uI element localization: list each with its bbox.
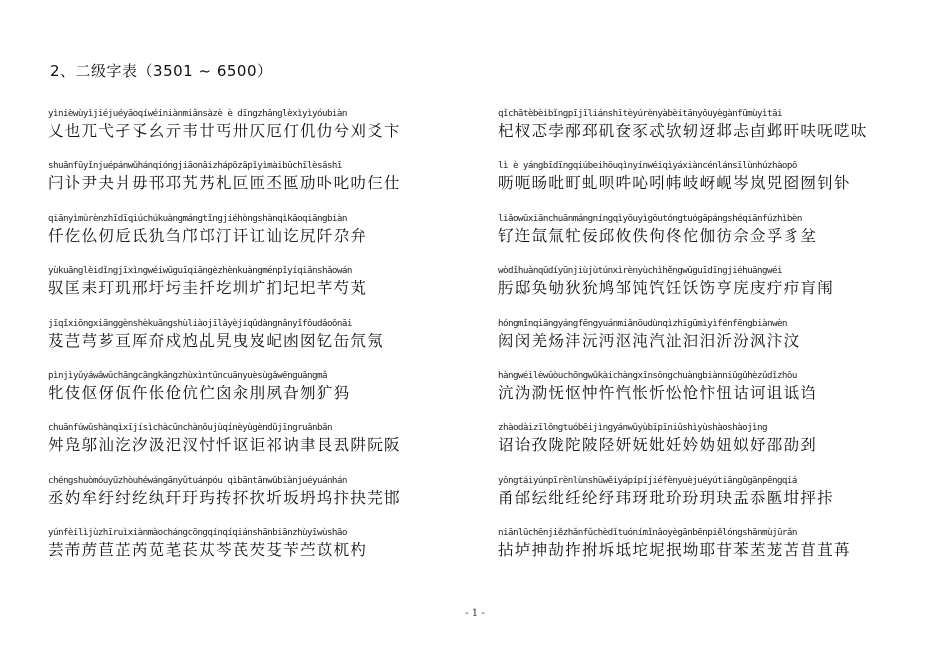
pinyin-line: zhàodàizīlǒngtuóbēijìngyánwǔyùbīpīniǔshìyùshàoshàojìng	[498, 422, 767, 434]
pinyin-line: qǐchātèbèibǐngpījīliánshītèyúrènyàbèitānyǒuyègànfūmùyìtāi	[498, 108, 782, 119]
char-group	[48, 475, 454, 527]
hanzi-line: 拈垆抻劼拃拊坼坻坨坭抿坳耶苷苯苤茏苫苜苴苒	[498, 541, 851, 560]
hanzi-line: 牝伎伛伢佤仵伥伧伉伫囟汆刖夙旮刎犷犸	[48, 383, 351, 402]
right-column	[498, 108, 904, 580]
char-group	[498, 108, 904, 160]
hanzi-line: 芸芾苈苣芷芮苋芼苌苁芩芪芡芟苄苎苡杌杓	[48, 541, 368, 560]
pinyin-line: shuānfūyǐnjuépánwǔhánqióngjiāonǎizhápōzāpǐyìmàibǔchīlèsāshī	[48, 160, 342, 172]
hanzi-line: 沆沩泐怃怄忡忤忾怅忻忪怆忭忸诂诃诅诋诌	[498, 383, 818, 402]
hanzi-line: 驭匡耒玎玑邢圩圬圭扦圪圳圹扪圮圯芊芍芄	[48, 279, 368, 298]
hanzi-line: 闳闵羌炀沣沅沔沤沌汽沚汩汨沂汾沨汴汶	[498, 331, 801, 350]
char-group	[48, 527, 454, 579]
char-group	[48, 265, 454, 317]
pinyin-line: niānlūchēnjiězhǎnfǔchèdǐtuónímǐnǎoyègānbēnpiělóngshānmùjūrǎn	[498, 527, 797, 539]
pinyin-line: lì è yángbīdīngqiúbeihōuqìnyínwéiqìyáxiàncénlánsīlùnhúzhàopō	[498, 160, 797, 172]
hanzi-line: 杞杈忑孛邴邳矶奁豕忒欤轫迓邶忐卣邺旰呋呒呓呔	[498, 122, 868, 140]
pinyin-line: qiānyìmùrènzhīdīqiúchúkuàngmángtǐngjiéhòngshànqìkāoqiāngbiàn	[48, 212, 347, 224]
hanzi-line: 乂也兀弋孑孓幺亓韦廿丐卅仄厄仃仉仂兮刈爻卞	[48, 122, 401, 140]
pinyin-line: yǒngtáiyúnpīrènlùnshūwěiyápípíjiéfènyuèjuéyútiāngǔgānpēngqiá	[498, 474, 797, 486]
pinyin-line: yùkuānglèidǐngjīxìngwéiwūguīqiāngèzhènkuàngménpǐyíqiānshǎowán	[48, 265, 352, 277]
hanzi-line: 芨芑芎芗亘厍夼戍尥乩旯曳岌屺凼囡钇缶氘氖	[48, 331, 385, 350]
hanzi-line: 甬邰纭纰纴纶纾玮玡玭玠玢玥玦盂忝匦坩抨拤	[498, 488, 835, 507]
hanzi-line: 钌迕氙氚牤佞邱攸佚佝佟佗伽彷佘佥孚豸坌	[498, 226, 818, 245]
page-title: 2、二级字表（3501 ~ 6500）	[50, 62, 273, 80]
char-group	[498, 265, 904, 317]
char-group	[498, 213, 904, 265]
char-group	[48, 213, 454, 265]
char-group	[498, 160, 904, 212]
pinyin-line: pìnjìyǔyáwǎwǔchāngcāngkāngzhùxìntūncuānyuèsùgǎwēnguāngmǎ	[48, 369, 327, 381]
char-group	[48, 422, 454, 474]
pinyin-line: liǎowūxiānchuānmángníngqìyōuyìgōutóngtuógāpángshéqiānfúzhìbèn	[498, 212, 802, 224]
char-group	[48, 160, 454, 212]
pinyin-line: hàngwéilèwǔòuchōngwǔkàichàngxīnsōngchuàngbiànniǔgǔhèzǔdǐzhōu	[498, 369, 797, 381]
hanzi-line: 肟邸奂劬狄狁鸠邹饨饩饪饫饬亨庑庋疔疖肓闱	[498, 279, 835, 298]
pinyin-line: chéngshuòmóuyūzhòuhéwángānyǔtuánpóu qìbāntānwǔbiànjuéyuánhán	[48, 474, 347, 486]
pinyin-line: yìnièwùyìjiéjuéyāoqíwéiniànmiǎnsàzè è dīngzhǎnglèxìyìyóubiàn	[48, 108, 347, 119]
hanzi-line: 丞妁牟纡纣纥纨玕玗玙抟抔扻圻坂坍坞抃抉芫邯	[48, 488, 401, 507]
hanzi-line: 舛凫邬汕汔汐汲汜汊忖忏讴讵祁讷聿艮厾阱阮阪	[48, 436, 401, 455]
pinyin-line: chuānfúwǔshànqìxījísìchàcūnchànǒujùqínèyùgèndǔjīngruǎnbǎn	[48, 422, 332, 434]
left-column	[48, 108, 454, 580]
char-group	[48, 370, 454, 422]
char-group	[498, 422, 904, 474]
pinyin-line: hóngmǐnqiāngyángfēngyuánmiǎnōudùnqìzhīgūmìyìfénfēngbiànwèn	[498, 317, 787, 329]
char-group	[498, 370, 904, 422]
char-group	[48, 318, 454, 370]
pinyin-line: jīqǐxiōngxiānggènshèkuǎngshùliàojīlǎyèjíqǔdàngnǎnyǐfǒudǎoǒnāi	[48, 317, 352, 329]
char-group	[498, 318, 904, 370]
pinyin-line: yúnfèilìjùzhīruìxiànmàochángcōngqínqíqiánshānbiānzhùyīwùshāo	[48, 527, 347, 539]
page-number: - 1 -	[465, 608, 485, 619]
hanzi-line: 仟仡仫仞卮氐犰刍邝邙汀讦讧讪讫尻阡尕弁	[48, 226, 368, 245]
hanzi-line: 闩讣尹夬爿毋邗邛艽艿札叵匝丕匜劢卟叱叻仨仕	[48, 174, 401, 193]
pinyin-line: wòdǐhuànqūdíyūnjiùjùtúnxìrènyùchìhěngwǔguīdīngjiéhuāngwéi	[498, 265, 782, 277]
char-group	[48, 108, 454, 160]
hanzi-line: 呖呃旸吡町虬呗吽吣吲帏岐岈岘岑岚兕囵囫钊钋	[498, 174, 851, 193]
hanzi-line: 诏诒孜陇陀陂陉妍妩妣妊妗妫妞姒妤邵劭刭	[498, 436, 818, 455]
char-group	[498, 475, 904, 527]
char-group	[498, 527, 904, 579]
